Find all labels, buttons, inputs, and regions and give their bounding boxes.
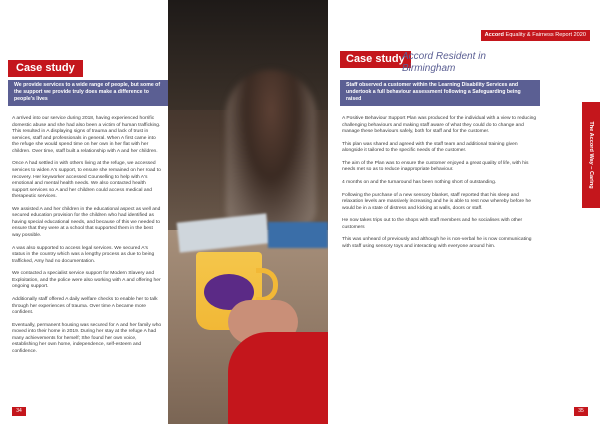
lede-banner: We provide services to a wide range of people, but some of the support we provide truly does make a difference to people's lives [8,80,168,106]
paragraph: A was also supported to access legal services. We secured A's status in the country which was a lengthy process as due to being trafficked, Amy had no documentation. [12,245,155,264]
paragraph: We assisted A and her children in the educational aspect as well and secured education provision for the children who had identified as having special educational needs, and because of this we needed to ensure that they were at a school that supported them in the best way possible. [12,206,161,238]
photo-sleeve [228,332,328,424]
section-side-tab [582,102,600,208]
photo-folder [268,222,328,248]
left-page [0,0,168,424]
paragraph: We contacted a specialist service support for Modern Slavery and Exploitation, and the police were also working with A and offering her ongoing support. [12,271,161,290]
paragraph: This was unheard of previously and although he is non-verbal he is now communicating with staff using sensory toys and interacting with everyone around him. [342,237,532,249]
paragraph: A Positive Behaviour Support Plan was produced for the individual with a view to reducing challenging behaviours and making staff aware of what they could do to change and manage these behaviours safely, both for staff and for the customer. [342,116,537,135]
side-tab-label: The Accord Way – Caring [588,121,594,189]
lede-banner: Staff observed a customer within the Learning Disability Services and undertook a full behaviour assessment following a Safeguarding being raised [340,80,540,106]
body-text [342,116,538,256]
page-number: 35 [574,407,588,416]
paragraph: This plan was shared and agreed with the staff team and additional training given alongside it tailored to the specific needs of the customer. [342,141,518,154]
paragraph: Following the purchase of a new sensory blanket, staff reported that his sleep and relaxation levels are massively increasing and he is able to rest now whereby before he would be in a state of distress and kicking at walls, doors or staff. [342,192,531,211]
body-text [12,116,162,361]
case-study-title: Accord Resident in Birmingham [402,51,486,74]
report-header [481,30,590,41]
paragraph: Additionally staff offered A daily welfare checks to enable her to talk through her experiences of trauma. Over time A became more confident. [12,296,158,316]
case-study-tag: Case study [8,60,83,77]
paragraph: Once A had settled in with others living at the refuge, we accessed services to widen A's support, to ensure she remained on her road to recovery. Her keyworker accessed Counselling to help with A's emotional and mental health needs. We also contacted health support services so A and her children could access medical and therapeutic services. [12,161,161,200]
page-number: 34 [12,407,26,416]
paragraph: The aim of the Plan was to ensure the customer enjoyed a great quality of life, with his needs met so as to reduce inappropriate behaviour. [342,160,529,173]
paragraph: 4 months on and the turnaround has been nothing short of outstanding. [342,179,497,185]
case-study-tag: Case study [340,51,411,68]
paragraph: He now takes trips out to the shops with staff members and he socialises with other customers [342,218,523,230]
photo-person [226,70,316,230]
paragraph: A arrived into our service during 2018, having experienced horrific domestic abuse and she had also been a victim of human trafficking. This resulted in A displaying signs of trauma and lack of trust in services, staff and professionals in general. When A first came into the refuge she would spend time on her own in her flat with her children. Over time, staff built a relationship with A and her children. [12,116,161,154]
right-page [328,0,600,424]
cover-photo [168,0,328,424]
header-brand: Accord [484,32,504,38]
header-title: Equality & Fairness Report 2020 [505,32,586,38]
paragraph: Eventually, permanent housing was secured for A and her family who moved into their home in 2019. During her stay at the refuge A had many achievements for herself; She found her own voice, establishing her own home, independence, self-esteem and confidence. [12,322,162,354]
